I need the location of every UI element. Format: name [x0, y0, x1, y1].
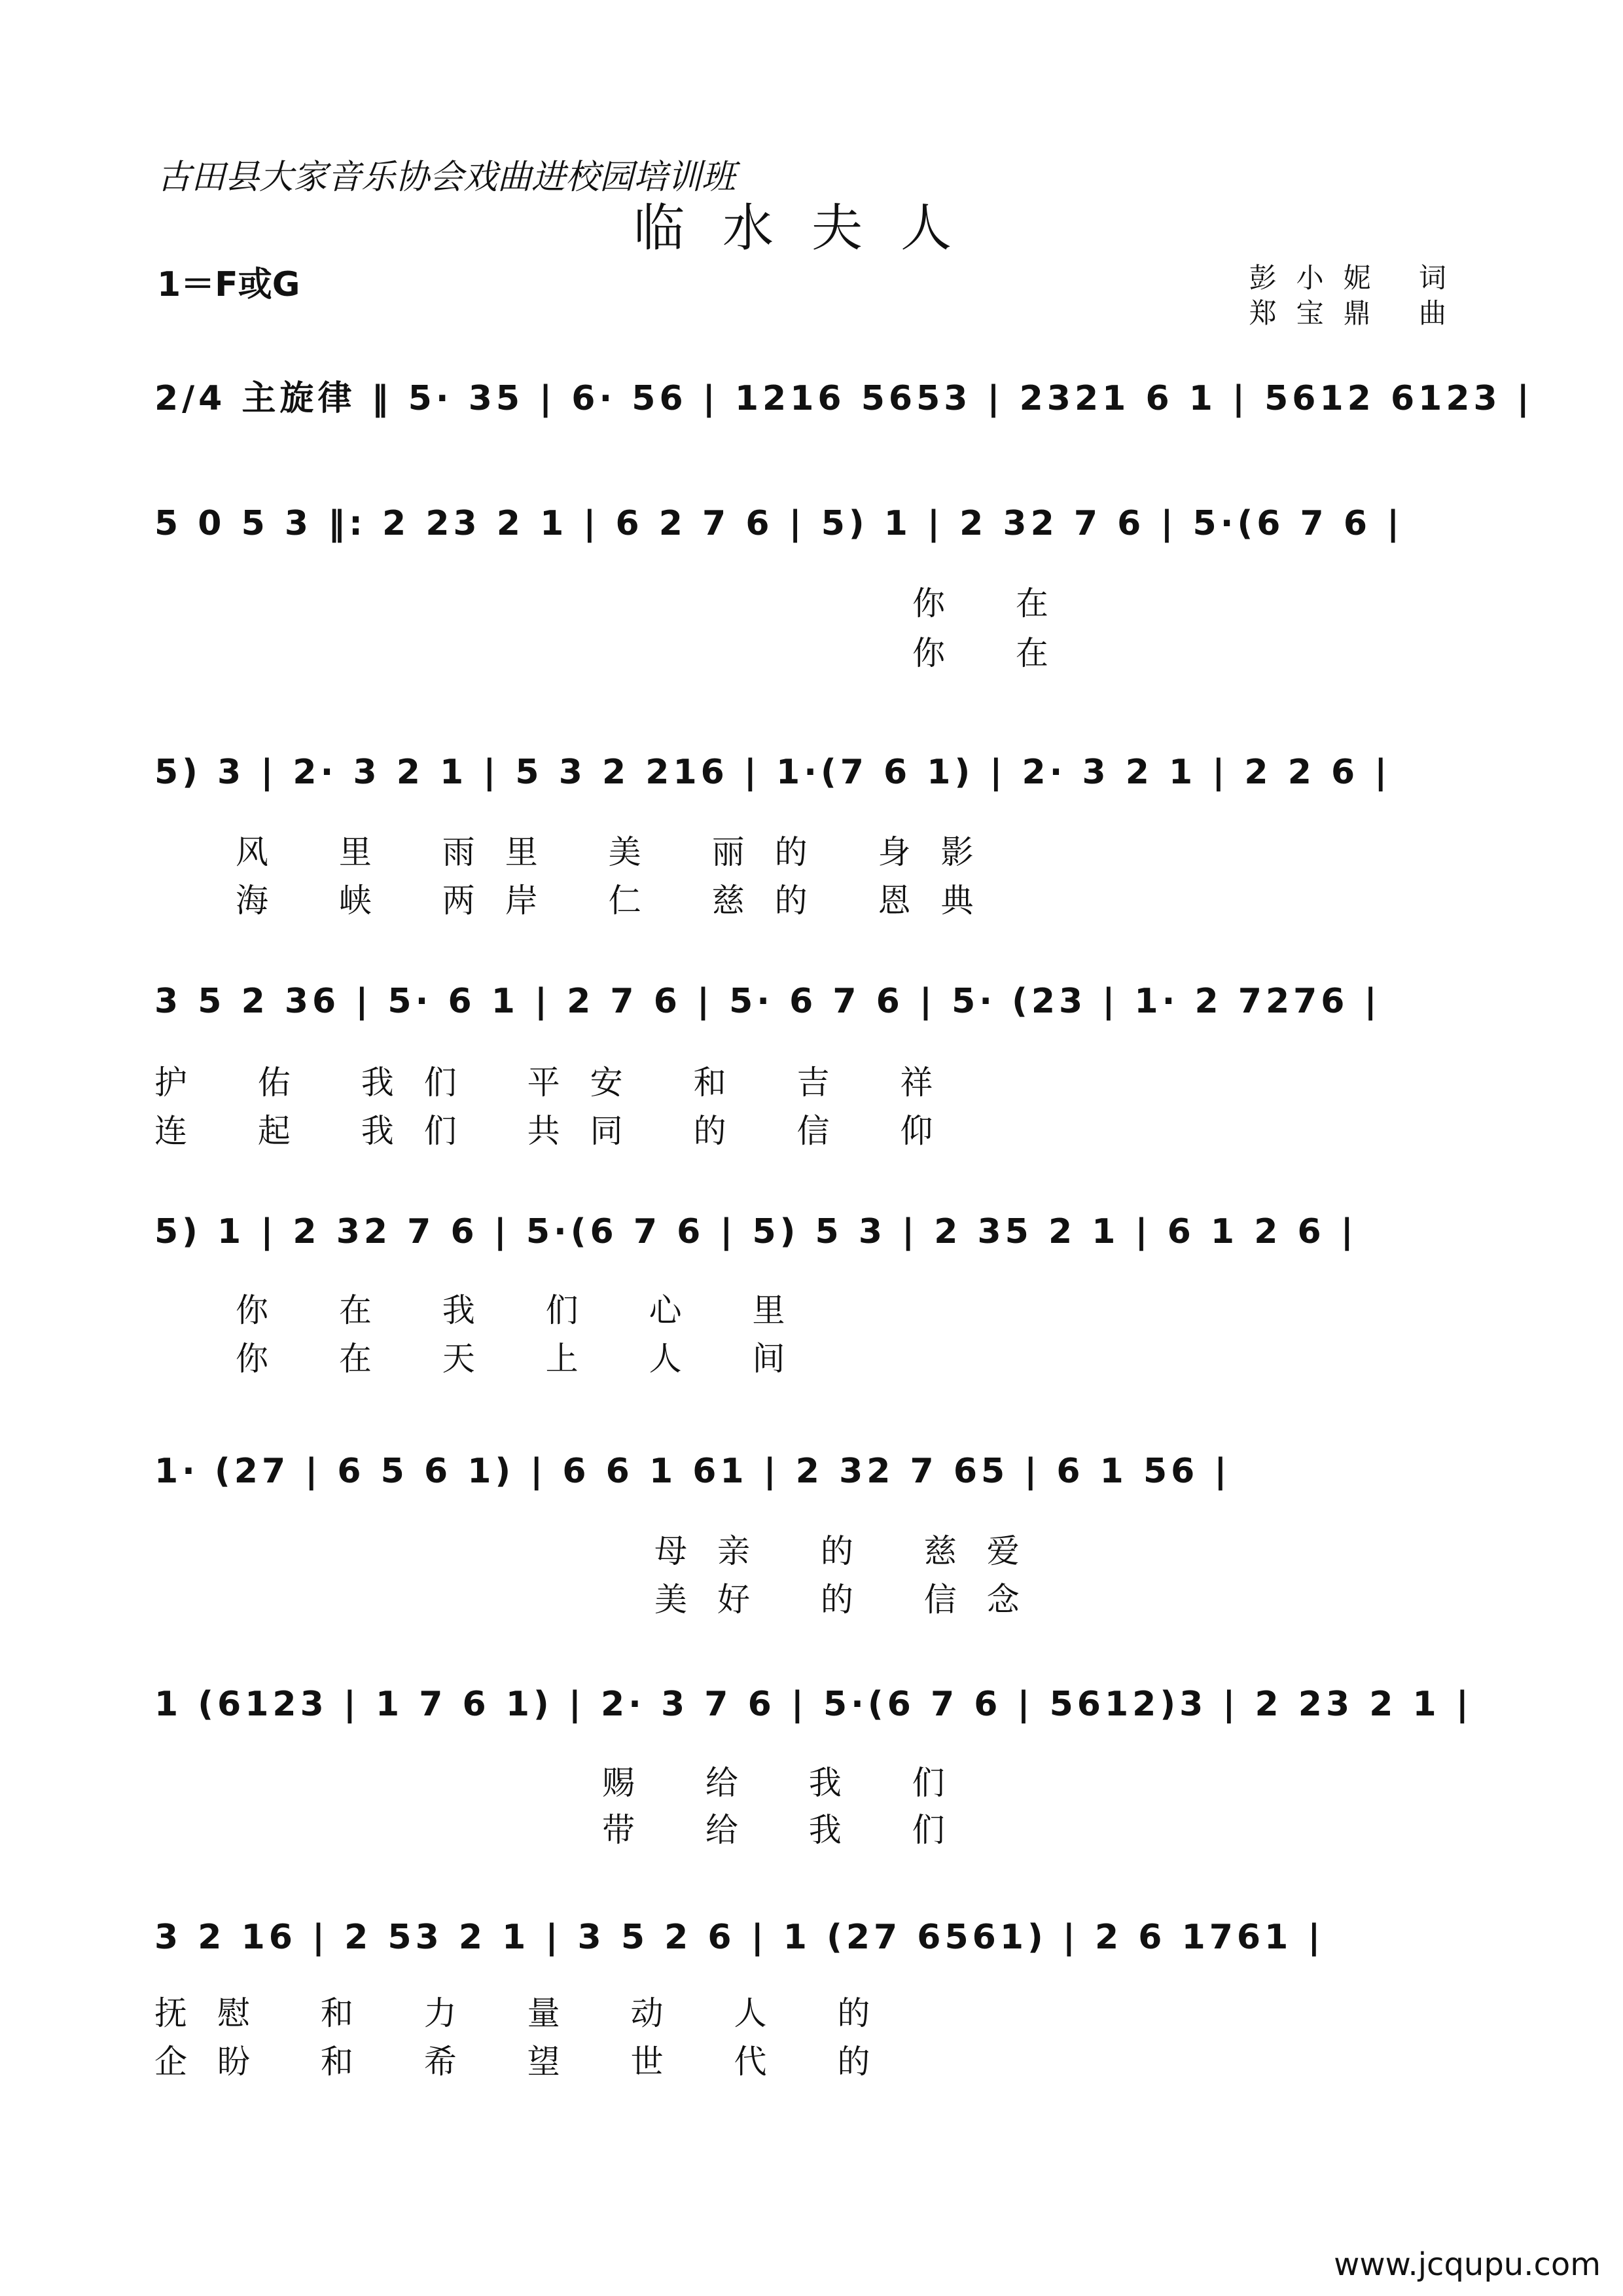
- score-line-4-lyrics-verse2: 连 起 我们 共同 的 信 仰: [154, 1112, 963, 1150]
- subtitle: 古田县大家音乐协会戏曲进校园培训班: [157, 158, 736, 197]
- score-line-3-lyrics-verse2: 海 峡 两岸 仁 慈的 恩典: [236, 882, 1004, 920]
- score-line-6-notes: 1· (27 | 6 5 6 1) | 6 6 1 61 | 2 32 7 65 | 6 1 56 |: [154, 1452, 1231, 1491]
- song-title: 临水夫人: [633, 199, 990, 258]
- score-line-4-notes: 3 5 2 36 | 5· 6 1 | 2 7 6 | 5· 6 7 6 | 5· (23 | 1· 2 7276 |: [154, 982, 1381, 1021]
- score-line-6-lyrics-verse2: 美好 的 信念: [654, 1581, 1050, 1619]
- score-line-8-lyrics-verse2: 企盼 和 希 望 世 代 的: [154, 2043, 901, 2081]
- score-line-2-lyrics-verse2: 你 在: [912, 634, 1079, 672]
- key-signature: 1＝F或G: [157, 265, 300, 304]
- score-line-7-lyrics-verse2: 带 给 我 们: [602, 1811, 975, 1849]
- score-line-3-lyrics-verse1: 风 里 雨里 美 丽的 身影: [236, 833, 1004, 871]
- score-line-1-notes: 2/4 主旋律 ‖ 5· 35 | 6· 56 | 1216 5653 | 2321 6 1 | 5612 6123 |: [154, 379, 1533, 418]
- site-watermark: www.jcqupu.com: [1334, 2246, 1601, 2283]
- score-line-3-notes: 5) 3 | 2· 3 2 1 | 5 3 2 216 | 1·(7 6 1) | 2· 3 2 1 | 2 2 6 |: [154, 753, 1391, 792]
- score-line-6-lyrics-verse1: 母亲 的 慈爱: [654, 1532, 1050, 1570]
- composer-credit: 郑宝鼎 曲: [1249, 297, 1466, 329]
- score-line-8-lyrics-verse1: 抚慰 和 力 量 动 人 的: [154, 1994, 901, 2032]
- score-line-4-lyrics-verse1: 护 佑 我们 平安 和 吉 祥: [154, 1064, 963, 1102]
- score-line-5-lyrics-verse2: 你 在 天 上 人 间: [236, 1340, 815, 1378]
- score-line-2-lyrics-verse1: 你 在: [912, 584, 1079, 622]
- score-line-2-notes: 5 0 5 3 ‖: 2 23 2 1 | 6 2 7 6 | 5) 1 | 2 32 7 6 | 5·(6 7 6 |: [154, 504, 1404, 543]
- lyricist-credit: 彭小妮 词: [1249, 262, 1466, 294]
- score-line-5-lyrics-verse1: 你 在 我 们 心 里: [236, 1291, 815, 1329]
- score-line-7-lyrics-verse1: 赐 给 我 们: [602, 1764, 975, 1802]
- score-line-8-notes: 3 2 16 | 2 53 2 1 | 3 5 2 6 | 1 (27 6561) | 2 6 1761 |: [154, 1918, 1325, 1957]
- score-line-5-notes: 5) 1 | 2 32 7 6 | 5·(6 7 6 | 5) 5 3 | 2 35 2 1 | 6 1 2 6 |: [154, 1212, 1357, 1251]
- score-line-7-notes: 1 (6123 | 1 7 6 1) | 2· 3 7 6 | 5·(6 7 6 | 5612)3 | 2 23 2 1 |: [154, 1685, 1472, 1724]
